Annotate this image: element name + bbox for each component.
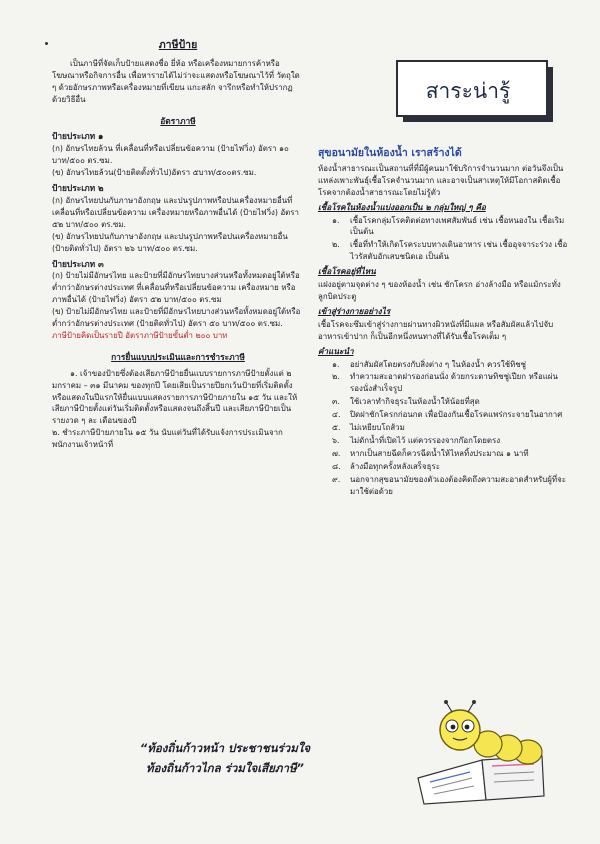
list-item (318, 448, 568, 460)
list-number: ๒. (332, 240, 340, 250)
list-number: ๑. (332, 215, 340, 225)
sign-type-3-title: ป้ายประเภท ๓ (52, 258, 104, 269)
signboard-tax-title: ภาษีป้าย (158, 39, 198, 51)
germ-location-heading: เชื้อโรคอยู่ที่ไหน (318, 266, 376, 277)
list-text: อย่าสัมผัสโดยตรงกับสิ่งต่าง ๆ ในห้องน้ำ ควรใช้ทิชชู่ (350, 359, 527, 369)
list-text: ไม่ดักน้ำที่เปิดไว้ แต่ควรรองจากก๊อกโดยตรง (350, 435, 501, 445)
slogan-line-1: “ท้องถิ่นก้าวหน้า ประชาชนร่วมใจ (139, 741, 311, 755)
knowledge-banner (393, 55, 558, 127)
signboard-tax-column (52, 40, 304, 451)
list-text: เชื้อโรคกลุ่มโรคติดต่อทางเพศสัมพันธ์ เช่น เชื้อหนองใน เชื้อเริม เป็นต้น (350, 215, 565, 237)
list-number: ๑. (332, 359, 340, 369)
assessment-payment-title: การยื่นแบบประเมินและการชำระภาษี (111, 351, 245, 362)
payment-step-2: ๒. ชำระภาษีป้ายภายใน ๑๕ วัน นับแต่วันที่ได้รับแจ้งการประเมินจากพนักงานเจ้าหน้าที่ (52, 428, 283, 450)
advice-list (318, 359, 568, 498)
germ-groups-list (318, 215, 568, 264)
list-item (318, 239, 568, 263)
list-number: ๒. (332, 372, 340, 382)
list-number: ๓. (332, 397, 340, 407)
list-text: ทำความสะอาดฝารองก่อนนั่ง ด้วยกระดาษทิชชู่เปียก หรือแผ่นรองนั่งสำเร็จรูป (350, 372, 558, 394)
hygiene-intro: ห้องน้ำสาธารณะเป็นสถานที่ที่มีผู้คนมาใช้บริการจำนวนมาก ต่อวันจึงเป็นแหล่งเพาะพันธุ์เชื้อโรคจำนวนมาก และอาจเป็นสาเหตุให้มีโอกาสติดเชื้อโรคจากต้องน้ำสาธารณะโดยไม่รู้ตัว (318, 163, 564, 197)
signboard-tax-intro: เป็นภาษีที่จัดเก็บป้ายแสดงชื่อ ยี่ห้อ หรือเครื่องหมายการค้าหรือโฆษณาหรือกิจการอื่น เพื่อหารายได้ไม่ว่าจะแสดงหรือโฆษณาไว้ที่ วัตถุใด ๆ ด้วยอักษรภาพหรือเครื่องหมายที่เขียน แกะสลัก จารึกหรือทำให้ปรากฏด้วยวิธีอื่น (52, 58, 300, 104)
filing-step-1: ๑. เจ้าของป้ายซึ่งต้องเสียภาษีป้ายยื่นแบบรายการภาษีป้ายตั้งแต่ ๒ มกราคม – ๓๑ มีนาคม ของทุกปี โดยเสียเป็นรายปียกเว้นป้ายที่เริ่มติดตั้งหรือแสดงในปีแรกให้ยื่นแบบแสดงรายการภาษีป้ายภายใน ๑๕ วัน และให้เสียภาษีป้ายตั้งแต่วันเริ่มติดตั้งหรือแสดงจนถึงสิ้นปี และเสียภาษีป้ายเป็นรายงวด ๆ ละ เดือนของปี (52, 368, 298, 426)
sign-type-3a: (ก) ป้ายไม่มีอักษรไทย และป้ายที่มีอักษรไทยบางส่วนหรือทั้งหมดอยู่ใต้หรือต่ำกว่าอักษรต่างประเทศ ที่เคลื่อนที่หรือเปลี่ยนข้อความ เครื่องหมาย หรือภาพอื่นได้ (ป้ายไฟวิ่ง) อัตรา ๕๒ บาท/๕๐๐ ตร.ซม (52, 271, 300, 305)
list-item (318, 461, 568, 473)
list-item (318, 422, 568, 434)
list-item (318, 215, 568, 239)
list-text: เชื้อที่ทำให้เกิดโรคระบบทางเดินอาหาร เช่น เชื้ออุจจาระร่วง เชื้อไวรัสตับอักเสบชนิดเอ เป็นต้น (350, 240, 568, 262)
sign-type-2a: (ก) อักษรไทยปนกับภาษาอังกฤษ และปนรูปภาพหรือปนเครื่องหมายอื่นที่เคลื่อนที่หรือเปลี่ยนข้อความ เครื่องหมายหรือภาพอื่นได้ (ป้ายไฟวิ่ง) อัตรา ๕๒ บาท/๕๐๐ ตร.ซม. (52, 195, 299, 229)
list-number: ๙. (332, 474, 341, 484)
list-text: ไม่เหยียบโถส้วม (350, 423, 405, 433)
list-text: ปิดฝาชักโครกก่อนกด เพื่อป้องกันเชื้อโรคแพร่กระจายในอากาศ (350, 410, 563, 420)
list-item (318, 371, 568, 395)
list-text: ใช้เวลาทำกิจธุระในห้องน้ำให้น้อยที่สุด (350, 397, 480, 407)
list-item (318, 409, 568, 421)
knowledge-banner-title: สาระน่ารู้ (425, 79, 511, 103)
germ-entry-heading: เข้าสู่ร่างกายอย่างไร (318, 305, 391, 316)
advice-heading: คำแนะนำ (318, 345, 354, 356)
hygiene-heading: สุขอนามัยในห้องน้ำ เราสร้างได้ (318, 147, 462, 159)
dot-mark (45, 42, 48, 45)
list-number: ๘. (332, 461, 341, 471)
list-item (318, 396, 568, 408)
tax-rates-title: อัตราภาษี (160, 115, 196, 126)
sign-type-1a: (ก) อักษรไทยล้วน ที่เคลื่อนที่หรือเปลี่ยนข้อความ (ป้ายไฟวิ่ง) อัตรา ๑๐ บาท/๕๐๐ ตร.ซม. (52, 144, 289, 166)
slogan-line-2: ท้องถิ่นก้าวไกล ร่วมใจเสียภาษี” (146, 761, 304, 775)
sign-type-1-title: ป้ายประเภท ๑ (52, 131, 104, 142)
minimum-tax-note: ภาษีป้ายคิดเป็นรายปี อัตราภาษีป้ายขั้นต่ำ ๒๐๐ บาท (52, 330, 228, 340)
list-item (318, 359, 568, 371)
list-number: ๗. (332, 448, 341, 458)
germ-location-text: แฝงอยู่ตามจุดต่าง ๆ ของห้องน้ำ เช่น ชักโครก อ่างล้างมือ หรือแม้กระทั่งลูกบิดประตู (318, 280, 561, 301)
list-item (318, 474, 568, 498)
list-text: นอกจากสุขอนามัยของตัวเองต้องคิดถึงความสะอาดสำหรับผู้ที่จะมาใช้ต่อด้วย (350, 474, 566, 496)
list-text: ล้างมือทุกครั้งหลังเสร็จธุระ (350, 461, 440, 471)
toilet-hygiene-column (318, 148, 568, 498)
list-text: หากเป็นสายฉีดก็ควรฉีดน้ำให้ไหลทิ้งประมาณ ๑ นาที (350, 448, 529, 458)
list-number: ๖. (332, 435, 340, 445)
list-number: ๔. (332, 410, 341, 420)
caterpillar-reading-icon (410, 700, 560, 808)
sign-type-2-title: ป้ายประเภท ๒ (52, 183, 104, 194)
list-item (318, 435, 568, 447)
germ-groups-heading: เชื้อโรคในห้องน้ำแบ่งออกเป็น ๒ กลุ่มใหญ่ ๆ คือ (318, 201, 486, 212)
germ-entry-text: เชื้อโรคจะซึมเข้าสู่ร่างกายผ่านทางผิวหนังที่มีแผล หรือสัมผัสแล้วไปจับอาหารเข้าปาก ก็เป็นอีกหนึ่งหนทางที่ได้รับเชื้อโรคเต็ม ๆ (318, 319, 554, 341)
sign-type-1b: (ข) อักษรไทยล้วน(ป้ายติดตั้งทั่วไป)อัตรา ๕บาท/๕๐๐ตร.ซม. (52, 168, 257, 178)
sign-type-2b: (ข) อักษรไทยปนกับภาษาอังกฤษ และปนรูปภาพหรือปนเครื่องหมายอื่น (ป้ายติดทั่วไป) อัตรา ๒๖ บาท/๕๐๐ ตร.ซม. (52, 231, 288, 253)
list-number: ๕. (332, 423, 341, 433)
sign-type-3b: (ข) ป้ายไม่มีอักษรไทย และป้ายที่มีอักษรไทยบางส่วนหรือทั้งหมดอยู่ใต้หรือต่ำกว่าอักษรต่างประเทศ (ป้ายติดทั่วไป) อัตรา ๕๐ บาท/๕๐๐ ตร.ซม. (52, 307, 301, 329)
